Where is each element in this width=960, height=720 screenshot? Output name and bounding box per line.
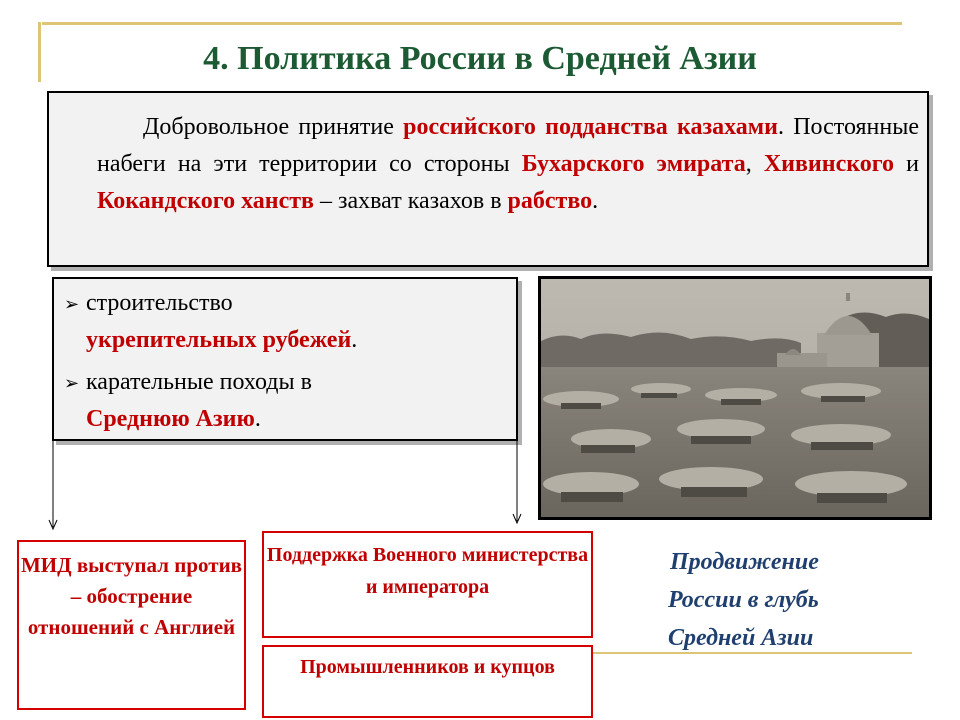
list-item-text: карательные походы в (86, 369, 312, 395)
intro-highlight: Хивинского (763, 151, 895, 177)
foreign-ministry-box: МИД выступал против – обострение отношений с Англией (17, 540, 246, 710)
military-support-box: Поддержка Военного министерства и императора (262, 531, 593, 638)
list-item-end: . (351, 327, 358, 353)
intro-text-part: . Постоянные набеги на эти территории со стороны (97, 114, 919, 177)
list-item-highlight: укрепительных рубежей (86, 327, 352, 353)
connector-arrow-left (51, 441, 55, 531)
intro-text (97, 109, 919, 220)
intro-text-part: и (894, 151, 919, 177)
list-item (64, 364, 312, 402)
intro-highlight: Кокандского ханств (97, 188, 315, 214)
list-item-continuation (86, 322, 357, 359)
intro-text-part: . (592, 188, 599, 214)
intro-highlight: рабство (507, 188, 593, 214)
list-item-end: . (254, 406, 261, 432)
intro-box (47, 91, 929, 267)
intro-highlight: российского подданства казахами (403, 114, 778, 140)
connector-arrow-right (515, 441, 519, 525)
arrowhead-bullet-icon: ➢ (64, 373, 80, 393)
measures-box (52, 277, 518, 441)
intro-text-part: , (745, 151, 764, 177)
industrialists-box: Промышленников и купцов (262, 645, 593, 718)
list-item-text: строительство (86, 290, 233, 316)
advance-line: России в глубь (668, 587, 819, 613)
intro-text-part: – захват казахов в (314, 188, 508, 214)
intro-highlight: Бухарского эмирата (521, 151, 746, 177)
advance-caption (668, 543, 819, 657)
historic-photo-central-asia (538, 276, 932, 520)
frame-line-top (42, 22, 902, 25)
list-item (64, 285, 233, 323)
advance-line: Средней Азии (668, 625, 814, 651)
advance-line: Продвижение (670, 549, 819, 575)
list-item-continuation (86, 401, 261, 438)
arrowhead-bullet-icon: ➢ (64, 294, 80, 314)
intro-text-part: Добровольное принятие (143, 114, 404, 140)
slide-title: 4. Политика России в Средней Азии (203, 40, 757, 77)
list-item-highlight: Среднюю Азию (86, 406, 255, 432)
